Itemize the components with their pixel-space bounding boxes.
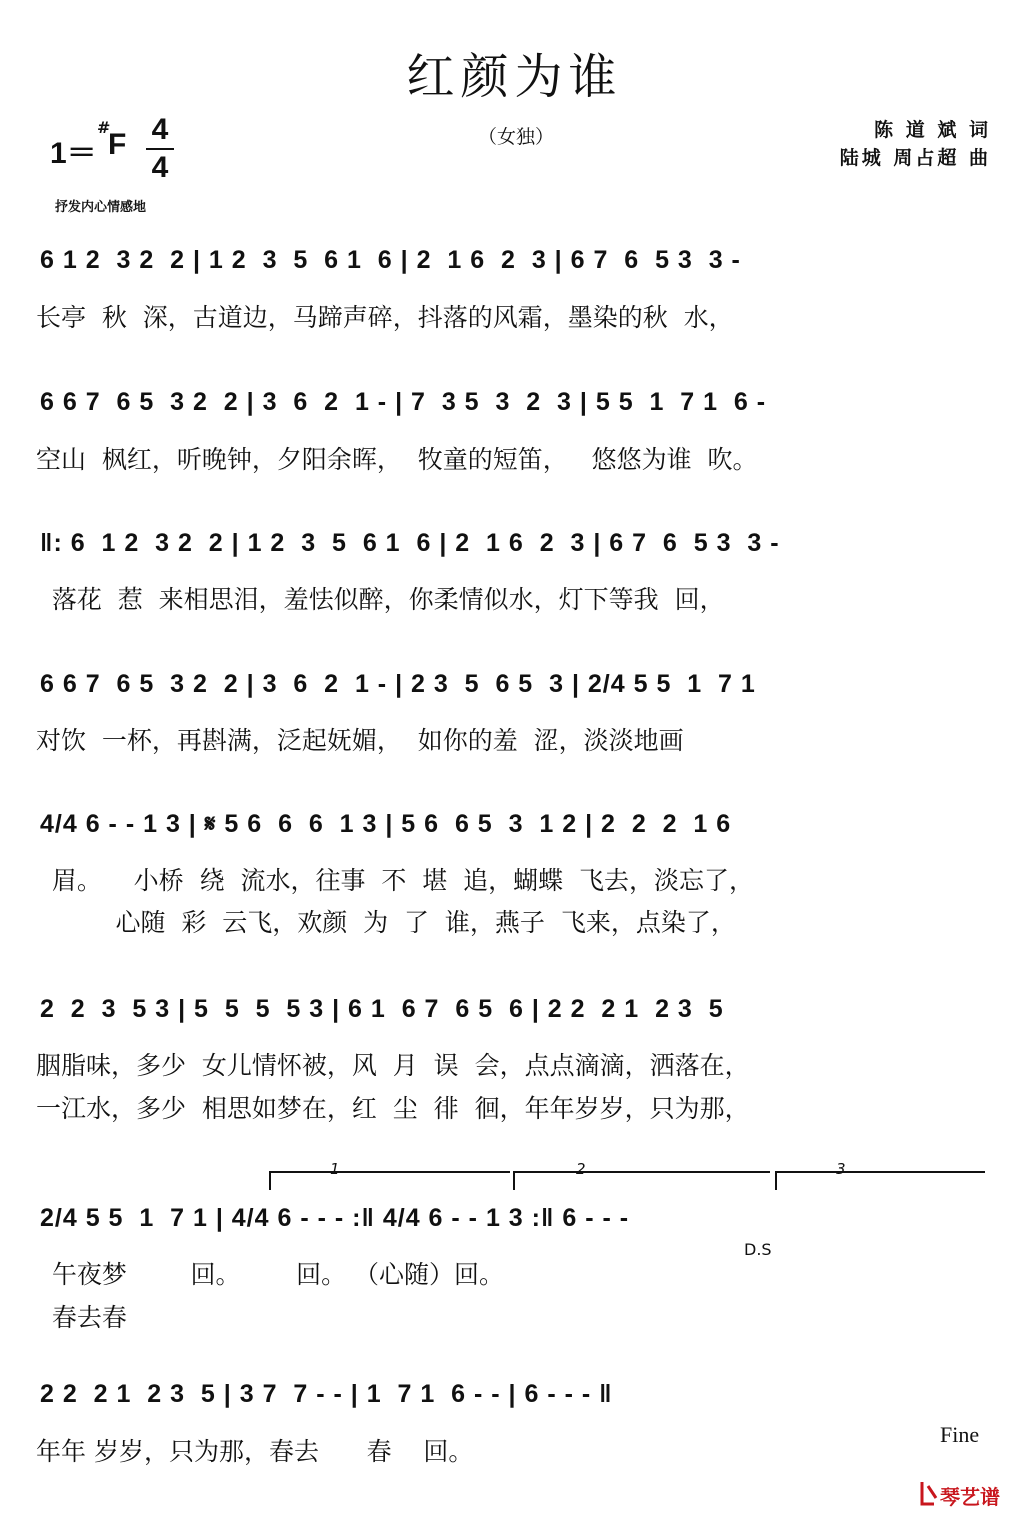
sharp-sign: # — [97, 118, 111, 137]
composer: 陆城 周占超 曲 — [839, 147, 991, 169]
meter-top: 4 — [151, 113, 169, 146]
score-row-6-lyrics-verse-2: 一江水，多少 相思如梦在，红 尘 徘 徊，年年岁岁，只为那， — [36, 1094, 750, 1123]
score-row-6-lyrics-verse-1: 胭脂味，多少 女儿情怀被，风 月 误 会，点点滴滴，洒落在， — [36, 1051, 750, 1080]
expression-mark: 抒发内心情感地 — [55, 200, 147, 215]
score-row-4-lyrics: 对饮 一杯，再斟满，泛起妩媚， 如你的羞 涩，淡淡地画 — [36, 726, 684, 755]
score-row-3-lyrics: 落花 惹 来相思泪，羞怯似醉，你柔情似水，灯下等我 回， — [36, 585, 725, 614]
lyricist: 陈 道 斌 词 — [874, 119, 991, 141]
score-row-1-notes: 6 1 2 3 2 2 | 1 2 3 5 6 1 6 | 2 1 6 2 3 | 6 7 6 5 3 3 - — [40, 246, 741, 274]
score-row-3-notes: ‖: 6 1 2 3 2 2 | 1 2 3 5 6 1 6 | 2 1 6 2 3 | 6 7 6 5 3 3 - — [40, 529, 780, 557]
score-row-6-notes: 2 2 3 5 3 | 5 5 5 5 3 | 6 1 6 7 6 5 6 | 2 2 2 1 2 3 5 — [40, 995, 724, 1023]
voice-type: （女独） — [478, 126, 555, 148]
fine-mark: Fine — [940, 1422, 980, 1447]
volta-3-bracket — [776, 1172, 985, 1190]
score-row-8-notes: 2 2 2 1 2 3 5 | 3 7 7 - - | 1 7 1 6 - - | 6 - - - ‖ — [40, 1380, 613, 1408]
score-row-2-lyrics: 空山 枫红，听晚钟，夕阳余晖， 牧童的短笛， 悠悠为谁 吹。 — [36, 445, 758, 474]
page-title: 红颜为谁 — [406, 49, 623, 105]
dal-segno-mark: D.S — [744, 1240, 772, 1259]
score-row-7-notes: 2/4 5 5 1 7 1 | 4/4 6 - - - :‖ 4/4 6 - - 1 3 :‖ 6 - - - — [40, 1204, 630, 1232]
volta-3-label: 3 — [836, 1160, 846, 1178]
key-signature: 1＝ — [50, 137, 97, 170]
meter-bottom: 4 — [151, 151, 169, 184]
score-row-7-lyrics-verse-1: 午夜梦 回。 回。 （心随）回。 — [36, 1260, 505, 1289]
score-row-1-lyrics: 长亭 秋 深，古道边，马蹄声碎，抖落的风霜，墨染的秋 水， — [36, 303, 734, 332]
key-letter: F — [108, 128, 127, 161]
score-row-2-notes: 6 6 7 6 5 3 2 2 | 3 6 2 1 - | 7 3 5 3 2 3 | 5 5 1 7 1 6 - — [40, 388, 767, 416]
score-row-7-lyrics-verse-2: 春去春 — [36, 1303, 127, 1332]
score-row-5-lyrics-verse-1: 眉。 小桥 绕 流水，往事 不 堪 追，蝴蝶 飞去，淡忘了， — [36, 866, 755, 895]
volta-1-bracket — [270, 1172, 510, 1190]
volta-2-label: 2 — [576, 1160, 586, 1178]
score-row-4-notes: 6 6 7 6 5 3 2 2 | 3 6 2 1 - | 2 3 5 6 5 3 | 2/4 5 5 1 7 1 — [40, 670, 756, 698]
volta-1-label: 1 — [330, 1160, 340, 1178]
watermark-text: 琴艺谱 — [940, 1485, 1000, 1509]
score-row-5-notes: 4/4 6 - - 1 3 | 𝄋 5 6 6 6 1 3 | 5 6 6 5 3 1 2 | 2 2 2 1 6 — [40, 810, 732, 838]
score-row-8-lyrics: 年年 岁岁，只为那，春去 春 回。 — [36, 1437, 474, 1466]
volta-2-bracket — [514, 1172, 770, 1190]
score-row-5-lyrics-verse-2: 心随 彩 云飞，欢颜 为 了 谁，燕子 飞来，点染了， — [36, 908, 736, 937]
